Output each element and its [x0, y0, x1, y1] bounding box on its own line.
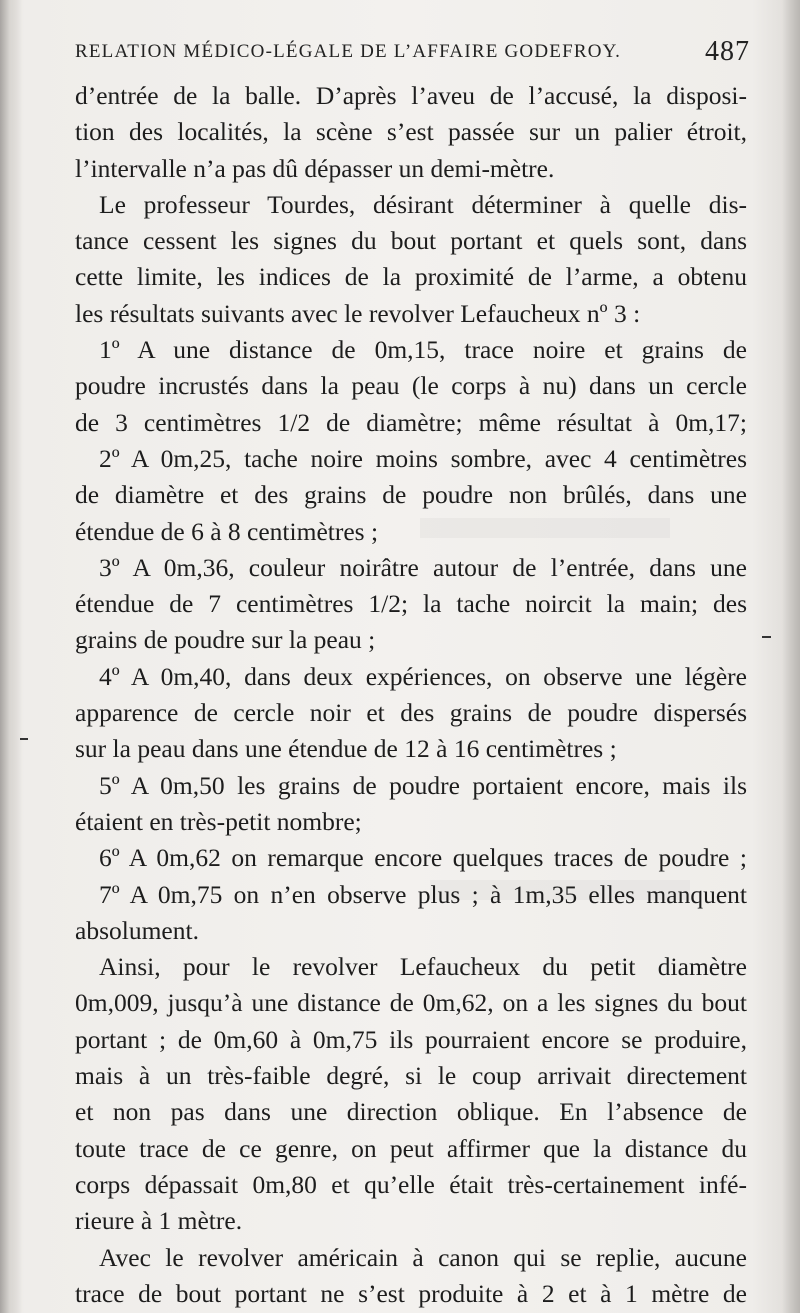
page-edge-shadow: [782, 0, 800, 1313]
text-line: trace de bout portant ne s’est produite à 2 et à 1 mètre de: [75, 1278, 747, 1308]
text-line: tion des localités, la scène s’est passée sur un palier étroit,: [75, 117, 747, 147]
text-line: d’entrée de la balle. D’après l’aveu de l’accusé, la disposi-: [75, 81, 747, 110]
text-line: corps dépassait 0m,80 et qu’elle était très-certainement infé-: [75, 1169, 747, 1199]
text-line: les résultats suivants avec le revolver Lefaucheux nº 3 :: [75, 298, 641, 328]
margin-mark: [20, 738, 28, 740]
text-line: étaient en très-petit nombre;: [75, 806, 362, 836]
text-line: Le professeur Tourdes, désirant déterminer à quelle dis-: [99, 189, 747, 219]
text-line: rieure à 1 mètre.: [75, 1206, 243, 1236]
text-line: étendue de 7 centimètres 1/2; la tache noircit la main; des: [75, 589, 747, 619]
text-line: portant ; de 0m,60 à 0m,75 ils pourraient encore se produire,: [75, 1024, 747, 1054]
margin-mark: [762, 636, 771, 638]
text-line: de 3 centimètres 1/2 de diamètre; même résultat à 0m,17;: [75, 407, 747, 437]
text-line: 5º A 0m,50 les grains de poudre portaient encore, mais ils: [99, 770, 747, 800]
text-line: mais à un très-faible degré, si le coup arrivait directement: [75, 1061, 747, 1091]
text-line: toute trace de ce genre, on peut affirmer que la distance du: [75, 1133, 747, 1163]
text-line: poudre incrustés dans la peau (le corps à nu) dans un cercle: [75, 371, 747, 401]
page-header: [75, 32, 750, 72]
text-line: Ainsi, pour le revolver Lefaucheux du petit diamètre: [99, 952, 747, 982]
text-line: grains de poudre sur la peau ;: [75, 625, 376, 655]
text-line: de diamètre et des grains de poudre non brûlés, dans une: [75, 480, 747, 510]
text-line: 3º A 0m,36, couleur noirâtre autour de l’entrée, dans une: [99, 552, 747, 582]
text-line: l’intervalle n’a pas dû dépasser un demi-mètre.: [75, 153, 555, 183]
running-head: RELATION MÉDICO-LÉGALE DE L’AFFAIRE GODEFROY.: [75, 41, 622, 62]
text-line: et non pas dans une direction oblique. En l’absence de: [75, 1097, 747, 1127]
text-line: étendue de 6 à 8 centimètres ;: [75, 516, 379, 546]
text-line: 0m,009, jusqu’à une distance de 0m,62, on a les signes du bout: [75, 988, 747, 1018]
text-line: 1º A une distance de 0m,15, trace noire et grains de: [99, 335, 747, 365]
text-line: Avec le revolver américain à canon qui se replie, aucune: [99, 1242, 747, 1272]
body-text: [75, 78, 747, 1312]
page-gutter-shadow: [0, 0, 22, 1313]
text-line: apparence de cercle noir et des grains de poudre dispersés: [75, 698, 747, 728]
text-line: cette limite, les indices de la proximité de l’arme, a obtenu: [75, 262, 747, 292]
text-line: tance cessent les signes du bout portant et quels sont, dans: [75, 226, 747, 256]
text-line: 4º A 0m,40, dans deux expériences, on observe une légère: [99, 661, 747, 691]
text-line: 7º A 0m,75 on n’en observe plus ; à 1m,35 elles manquent: [99, 879, 747, 909]
text-line: 6º A 0m,62 on remarque encore quelques traces de poudre ;: [99, 843, 747, 873]
text-line: absolument.: [75, 915, 199, 945]
page-number: 487: [705, 36, 750, 67]
text-line: sur la peau dans une étendue de 12 à 16 centimètres ;: [75, 734, 617, 764]
text-line: 2º A 0m,25, tache noire moins sombre, avec 4 centimètres: [99, 443, 747, 473]
